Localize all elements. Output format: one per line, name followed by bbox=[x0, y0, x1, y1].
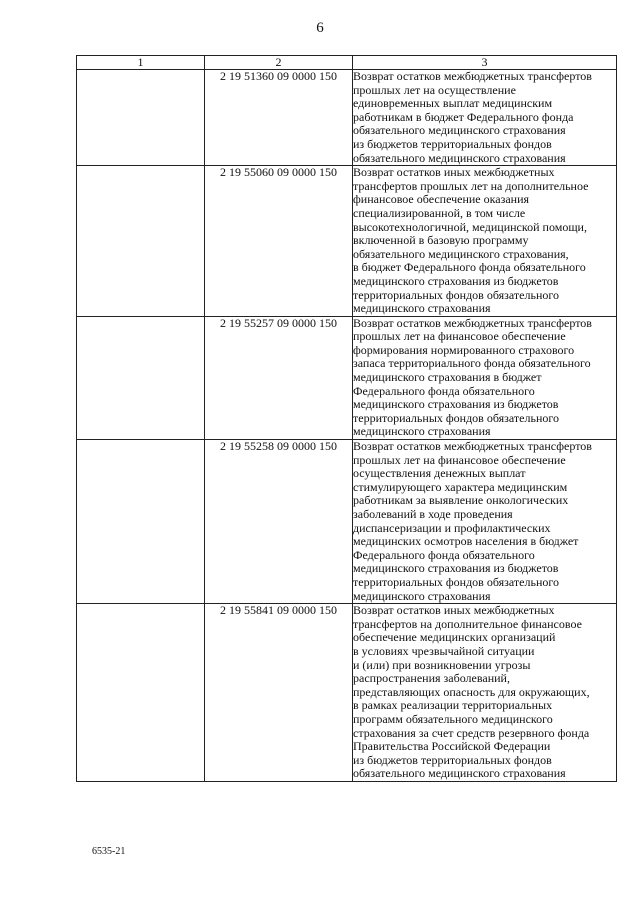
description-cell: Возврат остатков межбюджетных трансфертов прошлых лет на финансовое обеспечение формирования нормированного страхового запаса территориального фонда обязательного медицинского страхования в бюджет Федерального фонда обязательного медицинского страхования из бюджетов территориальных фондов обязательного медицинского страхования bbox=[353, 316, 617, 439]
document-footer-code: 6535-21 bbox=[92, 846, 126, 857]
description-cell: Возврат остатков иных межбюджетных трансфертов прошлых лет на дополнительное финансовое обеспечение оказания специализированной, в том числе высокотехнологичной, медицинской помощи, включенной в базовую программу обязательного медицинского страхования, в бюджет Федерального фонда обязательного медицинского страхования из бюджетов территориальных фондов обязательного медицинского страхования bbox=[353, 166, 617, 317]
row-col1-cell bbox=[77, 70, 205, 166]
budget-code-cell: 2 19 55841 09 0000 150 bbox=[205, 604, 353, 782]
row-col1-cell bbox=[77, 316, 205, 439]
column-header-3: 3 bbox=[353, 56, 617, 70]
description-cell: Возврат остатков межбюджетных трансфертов прошлых лет на финансовое обеспечение осуществления денежных выплат стимулирующего характера медицинским работникам за выявление онкологических заболеваний в ходе проведения диспансеризации и профилактических медицинских осмотров населения в бюджет Федерального фонда обязательного медицинского страхования из бюджетов территориальных фондов обязательного медицинского страхования bbox=[353, 440, 617, 604]
table-row bbox=[77, 316, 617, 439]
description-cell: Возврат остатков межбюджетных трансфертов прошлых лет на осуществление единовременных выплат медицинским работникам в бюджет Федерального фонда обязательного медицинского страхования из бюджетов территориальных фондов обязательного медицинского страхования bbox=[353, 70, 617, 166]
row-col1-cell bbox=[77, 440, 205, 604]
budget-code-cell: 2 19 55060 09 0000 150 bbox=[205, 166, 353, 317]
table-row bbox=[77, 440, 617, 604]
row-col1-cell bbox=[77, 166, 205, 317]
row-col1-cell bbox=[77, 604, 205, 782]
table-row bbox=[77, 166, 617, 317]
table-row bbox=[77, 70, 617, 166]
description-cell: Возврат остатков иных межбюджетных трансфертов на дополнительное финансовое обеспечение медицинских организаций в условиях чрезвычайной ситуации и (или) при возникновении угрозы распространения заболеваний, представляющих опасность для окружающих, в рамках реализации территориальных программ обязательного медицинского страхования за счет средств резервного фонда Правительства Российской Федерации из бюджетов территориальных фондов обязательного медицинского страхования bbox=[353, 604, 617, 782]
column-header-2: 2 bbox=[205, 56, 353, 70]
table-row bbox=[77, 604, 617, 782]
budget-code-cell: 2 19 51360 09 0000 150 bbox=[205, 70, 353, 166]
budget-code-cell: 2 19 55257 09 0000 150 bbox=[205, 316, 353, 439]
budget-code-table bbox=[76, 55, 617, 782]
budget-code-cell: 2 19 55258 09 0000 150 bbox=[205, 440, 353, 604]
page-number: 6 bbox=[316, 20, 324, 36]
table-header-row bbox=[77, 56, 617, 70]
column-header-1: 1 bbox=[77, 56, 205, 70]
